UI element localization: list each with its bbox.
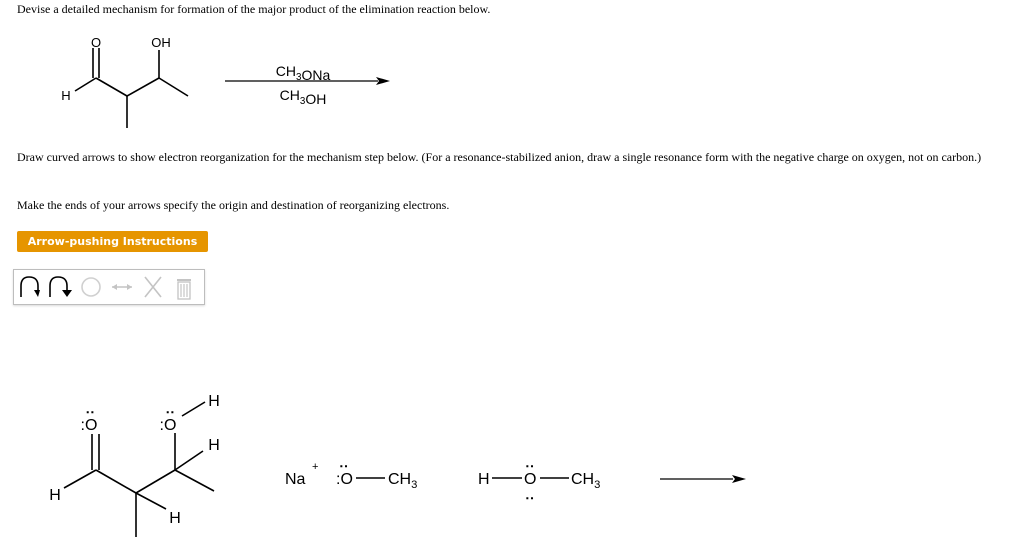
sodium-charge: + [312, 461, 319, 473]
lone-pair-dots: ‥ [339, 454, 349, 470]
trash-icon[interactable] [169, 272, 199, 302]
reactant-aldehyde-h: H [61, 88, 71, 103]
carbonyl-oxygen[interactable]: :O [80, 417, 98, 434]
reactant-carbonyl-oxygen: O [90, 35, 102, 50]
note-text: Make the ends of your arrows specify the origin and destination of reorganizing electrons. [17, 198, 450, 212]
electron-pair-arrow-icon[interactable] [45, 272, 75, 302]
single-electron-arrow-icon[interactable] [16, 272, 46, 302]
reaction-arrowhead [376, 77, 390, 85]
hydroxyl-hydrogen[interactable]: H [208, 393, 220, 410]
methanol-hydrogen[interactable]: H [478, 471, 490, 488]
reagent-below: $CH_3OH$ [279, 87, 327, 107]
methoxide-methyl[interactable]: $CH_3$ [388, 471, 418, 491]
lone-pair-dots: ‥ [525, 454, 535, 470]
lone-pair-dots: ‥ [165, 400, 175, 416]
carbon-hydrogen[interactable]: H [208, 437, 220, 454]
circle-select-icon[interactable] [76, 272, 106, 302]
methanol-methyl[interactable]: $CH_3$ [571, 471, 601, 491]
methoxide-oxygen[interactable]: :O [336, 471, 353, 488]
alpha-hydrogen[interactable]: H [169, 510, 181, 527]
reactant-hydroxyl: OH [151, 35, 171, 50]
mechanism-canvas[interactable] [0, 380, 1024, 537]
resonance-arrow-icon[interactable] [107, 272, 137, 302]
aldehyde-hydrogen[interactable]: H [49, 487, 61, 504]
mechanism-arrowhead [732, 475, 746, 483]
reaction-scheme [0, 0, 1024, 140]
instructions-text: Draw curved arrows to show electron reorganization for the mechanism step below. (For a resonance-stabilized anion, draw a single resonance form with the negative charge on oxygen, not on carbon.) [17, 150, 982, 164]
sodium-cation[interactable]: Na [285, 471, 306, 488]
arrow-pushing-instructions-button[interactable]: Arrow-pushing Instructions [17, 231, 208, 252]
reagent-above: $CH_3ONa$ [275, 63, 331, 83]
question-text: Devise a detailed mechanism for formation of the major product of the elimination reaction below. [17, 2, 491, 16]
lone-pair-dots: ‥ [525, 486, 535, 502]
arrow-toolbar [13, 269, 205, 305]
lone-pair-dots: ‥ [85, 400, 95, 416]
hydroxyl-oxygen[interactable]: :O [159, 417, 177, 434]
methanol-oxygen[interactable]: O [524, 471, 537, 488]
delete-x-icon[interactable] [138, 272, 168, 302]
reactant-bonds [75, 48, 188, 128]
